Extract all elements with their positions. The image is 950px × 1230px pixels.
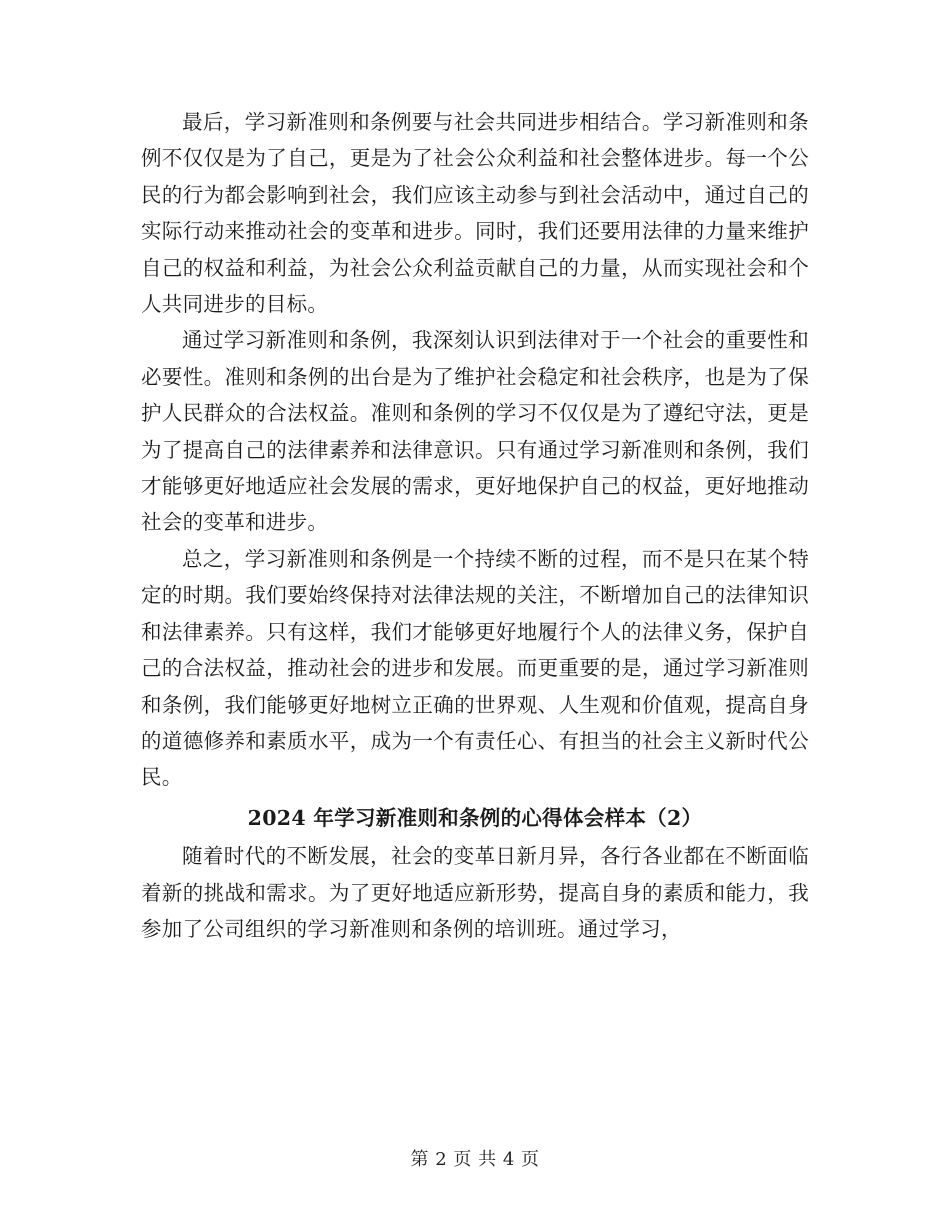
document-body [141,104,809,947]
paragraph-importance-of-law: 通过学习新准则和条例，我深刻认识到法律对于一个社会的重要性和必要性。准则和条例的出台是为了维护社会稳定和社会秩序，也是为了保护人民群众的合法权益。准则和条例的学习不仅仅是为了遵纪守法，更是为了提高自己的法律素养和法律意识。只有通过学习新准则和条例，我们才能够更好地适应社会发展的需求，更好地保护自己的权益，更好地推动社会的变革和进步。 [141,328,809,535]
page-number-footer: 第 2 页 共 4 页 [410,1149,540,1170]
paragraph-conclusion-social-progress: 最后，学习新准则和条例要与社会共同进步相结合。学习新准则和条例不仅仅是为了自己，更是为了社会公众利益和社会整体进步。每一个公民的行为都会影响到社会，我们应该主动参与到社会活动中，通过自己的实际行动来推动社会的变革和进步。同时，我们还要用法律的力量来维护自己的权益和利益，为社会公众利益贡献自己的力量，从而实现社会和个人共同进步的目标。 [141,110,809,317]
paragraph-section-intro: 随着时代的不断发展，社会的变革日新月异，各行各业都在不断面临着新的挑战和需求。为了更好地适应新形势，提高自身的素质和能力，我参加了公司组织的学习新准则和条例的培训班。通过学习， [141,844,809,941]
section-title: 2024 年学习新准则和条例的心得体会样本（2） [247,805,703,830]
paragraph-summary: 总之，学习新准则和条例是一个持续不断的过程，而不是只在某个特定的时期。我们要始终保持对法律法规的关注，不断增加自己的法律知识和法律素养。只有这样，我们才能够更好地履行个人的法律义务，保护自己的合法权益，推动社会的进步和发展。而更重要的是，通过学习新准则和条例，我们能够更好地树立正确的世界观、人生观和价值观，提高自身的道德修养和素质水平，成为一个有责任心、有担当的社会主义新时代公民。 [141,546,809,790]
